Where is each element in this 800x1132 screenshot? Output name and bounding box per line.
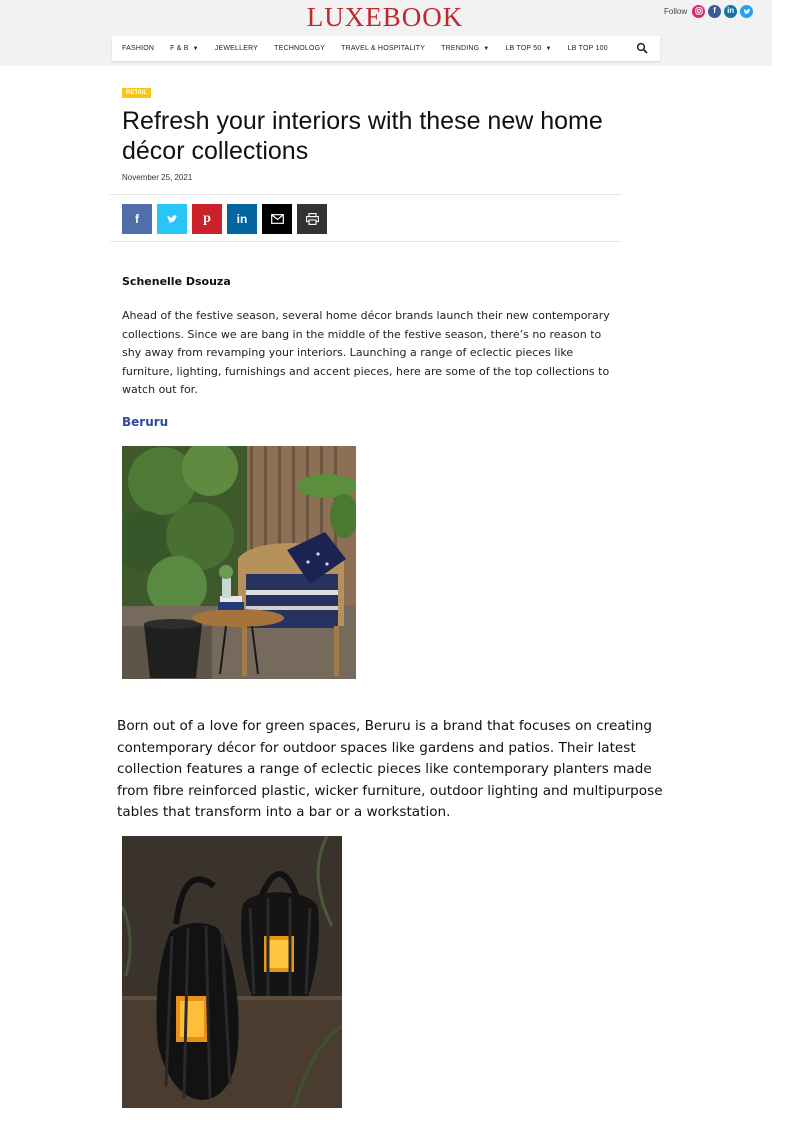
twitter-icon xyxy=(166,214,178,224)
section-heading-beruru: Beruru xyxy=(122,415,169,429)
pinterest-icon: p xyxy=(203,211,211,226)
nav-fashion[interactable] xyxy=(112,45,162,52)
nav-label: FASHION xyxy=(122,45,155,52)
nav-travel-hospitality[interactable] xyxy=(333,45,433,52)
nav-label: F & B xyxy=(170,45,189,52)
beruru-patio-chair-image xyxy=(122,446,356,679)
facebook-icon[interactable]: f xyxy=(708,5,721,18)
nav-label: TECHNOLOGY xyxy=(274,45,326,52)
nav-lb-top-50[interactable] xyxy=(497,45,559,52)
chevron-down-icon: ▼ xyxy=(545,45,552,52)
search-icon[interactable] xyxy=(636,42,648,54)
chevron-down-icon: ▼ xyxy=(483,45,490,52)
site-logo[interactable]: LUXEBOOK xyxy=(306,2,464,32)
facebook-icon: f xyxy=(135,212,139,226)
share-pinterest-button[interactable] xyxy=(192,204,222,234)
instagram-icon[interactable] xyxy=(692,5,705,18)
share-twitter-button[interactable] xyxy=(157,204,187,234)
nav-lb-top-100[interactable] xyxy=(560,45,616,52)
article-title: Refresh your interiors with these new home décor collections xyxy=(122,107,603,165)
main-nav xyxy=(112,36,660,61)
nav-label: JEWELLERY xyxy=(214,45,259,52)
chevron-down-icon: ▼ xyxy=(192,45,199,52)
nav-food-beverage[interactable] xyxy=(162,45,207,52)
lanterns-image xyxy=(122,836,342,1108)
print-button[interactable] xyxy=(297,204,327,234)
nav-trending[interactable] xyxy=(433,45,497,52)
nav-technology[interactable] xyxy=(266,45,333,52)
mail-icon xyxy=(271,214,284,224)
follow-bar xyxy=(664,4,753,18)
share-facebook-button[interactable] xyxy=(122,204,152,234)
share-email-button[interactable] xyxy=(262,204,292,234)
author-name[interactable]: Schenelle Dsouza xyxy=(122,275,231,288)
intro-paragraph: Ahead of the festive season, several home décor brands launch their new contemporary collections. Since we are bang in the middle of the festive season, there’s no reason to shy away from revamping your interiors. Launching a range of eclectic pieces like furniture, lighting, furnishings and accent pieces, here are some of the top collections to watch out for. xyxy=(122,309,610,396)
publish-date: November 25, 2021 xyxy=(122,173,193,182)
print-icon xyxy=(306,213,319,225)
nav-label: TRENDING xyxy=(441,45,480,52)
linkedin-icon[interactable]: in xyxy=(724,5,737,18)
twitter-icon[interactable] xyxy=(740,5,753,18)
category-badge[interactable]: RETAIL xyxy=(122,88,151,98)
share-linkedin-button[interactable] xyxy=(227,204,257,234)
share-bar xyxy=(122,204,327,234)
divider xyxy=(110,241,622,242)
section-body-beruru: Born out of a love for green spaces, Beruru is a brand that focuses on creating contemporary décor for outdoor spaces like gardens and patios. Their latest collection features a range of eclectic pieces like contemporary planters made from fibre reinforced plastic, wicker furniture, outdoor lighting and multipurpose tables that transform into a bar or a workstation. xyxy=(117,718,663,821)
follow-label: Follow xyxy=(664,6,688,16)
divider xyxy=(110,194,622,195)
nav-label: LB TOP 50 xyxy=(505,45,542,52)
nav-jewellery[interactable] xyxy=(207,45,266,52)
nav-label: LB TOP 100 xyxy=(567,45,608,52)
linkedin-icon: in xyxy=(236,212,248,226)
nav-label: TRAVEL & HOSPITALITY xyxy=(341,45,426,52)
